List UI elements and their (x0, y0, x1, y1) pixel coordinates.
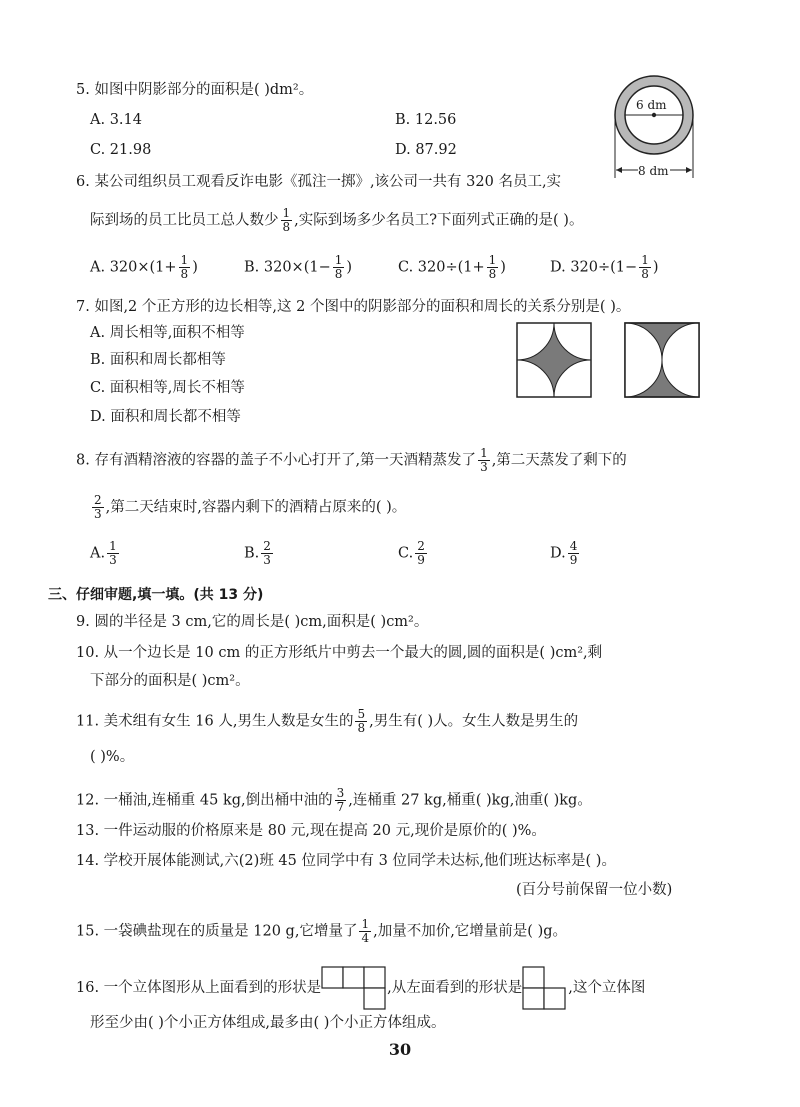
q5-option-c: C. 21.98 (90, 142, 152, 158)
q8-option-c (398, 540, 429, 567)
fraction (179, 254, 191, 281)
q8-line1-post: ,第二天蒸发了剩下的 (491, 452, 627, 469)
q8-option-a (90, 540, 121, 567)
close-paren: ) (500, 259, 506, 276)
q16-pre: 16. 一个立体图形从上面看到的形状是 (76, 980, 322, 996)
fraction-numerator: 4 (569, 539, 578, 553)
fraction (478, 447, 490, 474)
fraction (568, 540, 580, 567)
q6-option-c (398, 254, 506, 281)
q11-line1 (76, 708, 578, 735)
fraction-denominator: 4 (361, 931, 370, 945)
fraction-numerator: 1 (180, 253, 189, 267)
q5-option-a: A. 3.14 (90, 112, 142, 128)
q14-line1: 14. 学校开展体能测试,六(2)班 45 位同学中有 3 位同学未达标,他们班达标率是( )。 (76, 853, 616, 869)
q8-option-b (244, 540, 275, 567)
q6-option-b (244, 254, 352, 281)
fraction-numerator: 1 (282, 206, 291, 220)
q6-option-b-text: B. 320×(1− (244, 259, 331, 276)
fraction-numerator: 2 (417, 539, 425, 553)
fraction-denominator: 9 (569, 553, 578, 567)
q9: 9. 圆的半径是 3 cm,它的周长是( )cm,面积是( )cm²。 (76, 614, 429, 630)
top-view-shape (321, 966, 387, 1010)
q8-option-b-letter: B. (244, 545, 260, 562)
q7-option-a: A. 周长相等,面积不相等 (90, 325, 245, 341)
square-figure-star (516, 322, 592, 398)
fraction (92, 494, 104, 521)
square-figure-hourglass (624, 322, 700, 398)
fraction-denominator: 8 (180, 267, 189, 281)
q11-line2: ( )%。 (90, 749, 135, 765)
q6-line2 (90, 207, 583, 234)
fraction-numerator: 5 (357, 707, 366, 721)
fraction-numerator: 1 (480, 446, 488, 460)
fraction-denominator: 8 (357, 721, 366, 735)
fraction-numerator: 3 (336, 786, 345, 800)
q6-option-a (90, 254, 198, 281)
q6-option-a-text: A. 320×(1+ (90, 259, 177, 276)
q7-option-c: C. 面积相等,周长不相等 (90, 380, 245, 396)
q11-line1-post: ,男生有( )人。女生人数是男生的 (369, 713, 579, 730)
fraction-denominator: 3 (480, 460, 488, 474)
q15-pre: 15. 一袋碘盐现在的质量是 120 g,它增量了 (76, 923, 358, 940)
fraction-numerator: 1 (361, 917, 370, 931)
fraction-denominator: 7 (336, 800, 345, 814)
q8-option-c-letter: C. (398, 545, 414, 562)
q10-line2: 下部分的面积是( )cm²。 (90, 673, 250, 689)
fraction-numerator: 1 (488, 253, 497, 267)
fraction-denominator: 9 (417, 553, 425, 567)
q5-option-b: B. 12.56 (395, 112, 457, 128)
q14-note: (百分号前保留一位小数) (516, 882, 673, 898)
q6-line2-post: ,实际到场多少名员工?下面列式正确的是( )。 (294, 212, 584, 229)
q5-stem: 5. 如图中阴影部分的面积是( )dm²。 (76, 82, 314, 98)
fraction (359, 918, 371, 945)
close-paren: ) (192, 259, 198, 276)
fraction (107, 540, 119, 567)
fraction-numerator: 1 (334, 253, 343, 267)
q8-option-a-letter: A. (90, 545, 106, 562)
q6-option-d (550, 254, 659, 281)
fraction (355, 708, 367, 735)
inner-diameter-label: 6 dm (636, 98, 667, 112)
q6-line1: 6. 某公司组织员工观看反诈电影《孤注一掷》,该公司一共有 320 名员工,实 (76, 174, 562, 190)
fraction (487, 254, 499, 281)
fraction-numerator: 2 (263, 539, 271, 553)
fraction (281, 207, 293, 234)
q13: 13. 一件运动服的价格原来是 80 元,现在提高 20 元,现价是原价的( )%。 (76, 823, 546, 839)
q12 (76, 787, 592, 814)
fraction-numerator: 2 (94, 493, 102, 507)
outer-diameter-label: 8 dm (638, 164, 669, 178)
fraction-denominator: 3 (109, 553, 117, 567)
q16-post: ,这个立体图 (568, 980, 646, 996)
fraction-denominator: 8 (282, 220, 291, 234)
fraction-numerator: 1 (641, 253, 649, 267)
left-view-shape (522, 966, 568, 1010)
fraction (415, 540, 427, 567)
fraction-numerator: 1 (109, 539, 117, 553)
q8-line1 (76, 447, 627, 474)
q11-line1-pre: 11. 美术组有女生 16 人,男生人数是女生的 (76, 713, 354, 730)
q12-post: ,连桶重 27 kg,桶重( )kg,油重( )kg。 (348, 792, 592, 809)
close-paren: ) (652, 259, 659, 276)
q8-option-d-letter: D. (550, 545, 566, 562)
fraction-denominator: 8 (488, 267, 497, 281)
close-paren: ) (346, 259, 353, 276)
q12-pre: 12. 一桶油,连桶重 45 kg,倒出桶中油的 (76, 792, 333, 809)
q16-mid: ,从左面看到的形状是 (387, 980, 523, 996)
q16-line2: 形至少由( )个小正方体组成,最多由( )个小正方体组成。 (90, 1015, 446, 1031)
q6-option-d-text: D. 320÷(1− (550, 259, 638, 276)
fraction (639, 254, 651, 281)
page-number: 30 (388, 1040, 412, 1059)
q7-option-b: B. 面积和周长都相等 (90, 352, 226, 368)
q5-option-d: D. 87.92 (395, 142, 457, 158)
q8-option-d (550, 540, 581, 567)
q10-line1: 10. 从一个边长是 10 cm 的正方形纸片中剪去一个最大的圆,圆的面积是( )cm²,剩 (76, 645, 603, 661)
q7-option-d: D. 面积和周长都不相等 (90, 409, 241, 425)
q6-option-c-text: C. 320÷(1+ (398, 259, 485, 276)
q15 (76, 918, 567, 945)
q8-line2-post: ,第二天结束时,容器内剩下的酒精占原来的( )。 (105, 499, 407, 516)
q8-line1-pre: 8. 存有酒精溶液的容器的盖子不小心打开了,第一天酒精蒸发了 (76, 452, 477, 469)
q6-line2-pre: 际到场的员工比员工总人数少 (90, 212, 279, 229)
q8-line2 (90, 494, 406, 521)
fraction-denominator: 8 (334, 267, 343, 281)
fraction-denominator: 3 (94, 507, 102, 521)
fraction (333, 254, 345, 281)
section-heading: 三、仔细审题,填一填。(共 13 分) (48, 587, 264, 603)
fraction-denominator: 3 (263, 553, 271, 567)
q16-line1 (76, 966, 645, 1010)
q15-post: ,加量不加价,它增量前是( )g。 (373, 923, 568, 940)
fraction-denominator: 8 (641, 267, 649, 281)
fraction (335, 787, 347, 814)
q7-stem: 7. 如图,2 个正方形的边长相等,这 2 个图中的阴影部分的面积和周长的关系分别是( )。 (76, 299, 631, 315)
fraction (261, 540, 273, 567)
